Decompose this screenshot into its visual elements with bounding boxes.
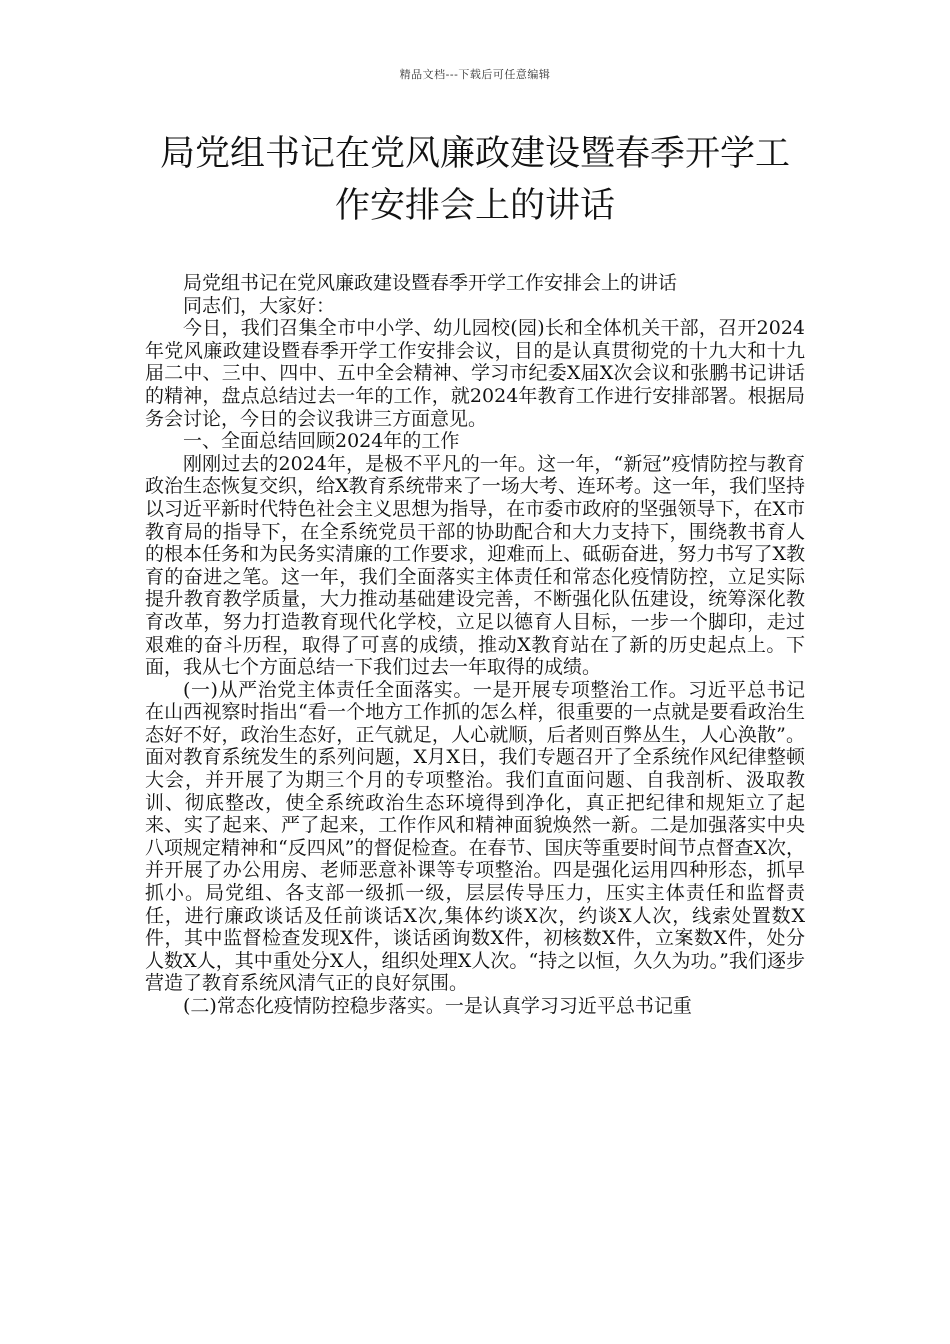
page-header-note: 精品文档---下载后可任意编辑 <box>399 68 551 81</box>
document-title: 局党组书记在党风廉政建设暨春季开学工作安排会上的讲话 <box>159 134 790 226</box>
paragraph-year-summary: 刚刚过去的2024年，是极不平凡的一年。这一年，“新冠”疫情防控与教育政治生态恢复交织，给X教育系统带来了一场大考、连环考。这一年，我们坚持以习近平新时代特色社会主义思想为指导，在市委市政府的坚强领导下，在X市教育局的指导下，在全系统党员干部的协助配合和大力支持下，围绕教书育人的根本任务和为民务实清廉的工作要求，迎难而上、砥砺奋进，努力书写了X教育的奋进之笔。这一年，我们全面落实主体责任和常态化疫情防控，立足实际提升教育教学质量，大力推动基础建设完善，不断强化队伍建设，统筹深化教育改革，努力打造教育现代化学校，立足以德育人目标，一步一个脚印，走过艰难的奋斗历程，取得了可喜的成绩，推动X教育站在了新的历史起点上。下面，我从七个方面总结一下我们过去一年取得的成绩。 <box>145 452 805 679</box>
paragraph-epidemic-control: (二)常态化疫情防控稳步落实。一是认真学习习近平总书记重 <box>183 995 692 1017</box>
paragraph-greeting: 同志们，大家好： <box>183 294 336 317</box>
paragraph-party-responsibility: (一)从严治党主体责任全面落实。一是开展专项整治工作。习近平总书记在山西视察时指出“看一个地方工作抓的怎么样，很重要的一点就是要看政治生态好不好，政治生态好，正气就足，人心就顺，后者则百弊丛生，人心涣散”。面对教育系统发生的系列问题，X月X日，我们专题召开了全系统作风纪律整顿大会，并开展了为期三个月的专项整治。我们直面问题、自我剖析、汲取教训、彻底整改，使全系统政治生态环境得到净化，真正把纪律和规矩立了起来、实了起来、严了起来，工作作风和精神面貌焕然一新。二是加强落实中央八项规定精神和“反四风”的督促检查。在春节、国庆等重要时间节点督查X次，并开展了办公用房、老师恶意补课等专项整治。四是强化运用四种形态，抓早抓小。局党组、各支部一级抓一级，层层传导压力，压实主体责任和监督责任，进行廉政谈话及任前谈话X次,集体约谈X次，约谈X人次，线索处置数X件，其中监督检查发现X件，谈话函询数X件，初核数X件，立案数X件，处分人数X人，其中重处分X人，组织处理X人次。“持之以恒，久久为功。”我们逐步营造了教育系统风清气正的良好氛围。 <box>145 678 805 995</box>
paragraph-repeated-title: 局党组书记在党风廉政建设暨春季开学工作安排会上的讲话 <box>183 272 678 294</box>
paragraph-introduction: 今日，我们召集全市中小学、幼儿园校(园)长和全体机关干部，召开2024年党风廉政建设暨春季开学工作安排会议，目的是认真贯彻党的十九大和十九届二中、三中、四中、五中全会精神、学习市纪委X届X次会议和张鹏书记讲话的精神，盘点总结过去一年的工作，就2024年教育工作进行安排部署。根据局务会讨论，今日的会议我讲三方面意见。 <box>145 317 805 430</box>
document-body <box>145 272 805 1018</box>
section-heading-review: 一、全面总结回顾2024年的工作 <box>183 430 460 453</box>
